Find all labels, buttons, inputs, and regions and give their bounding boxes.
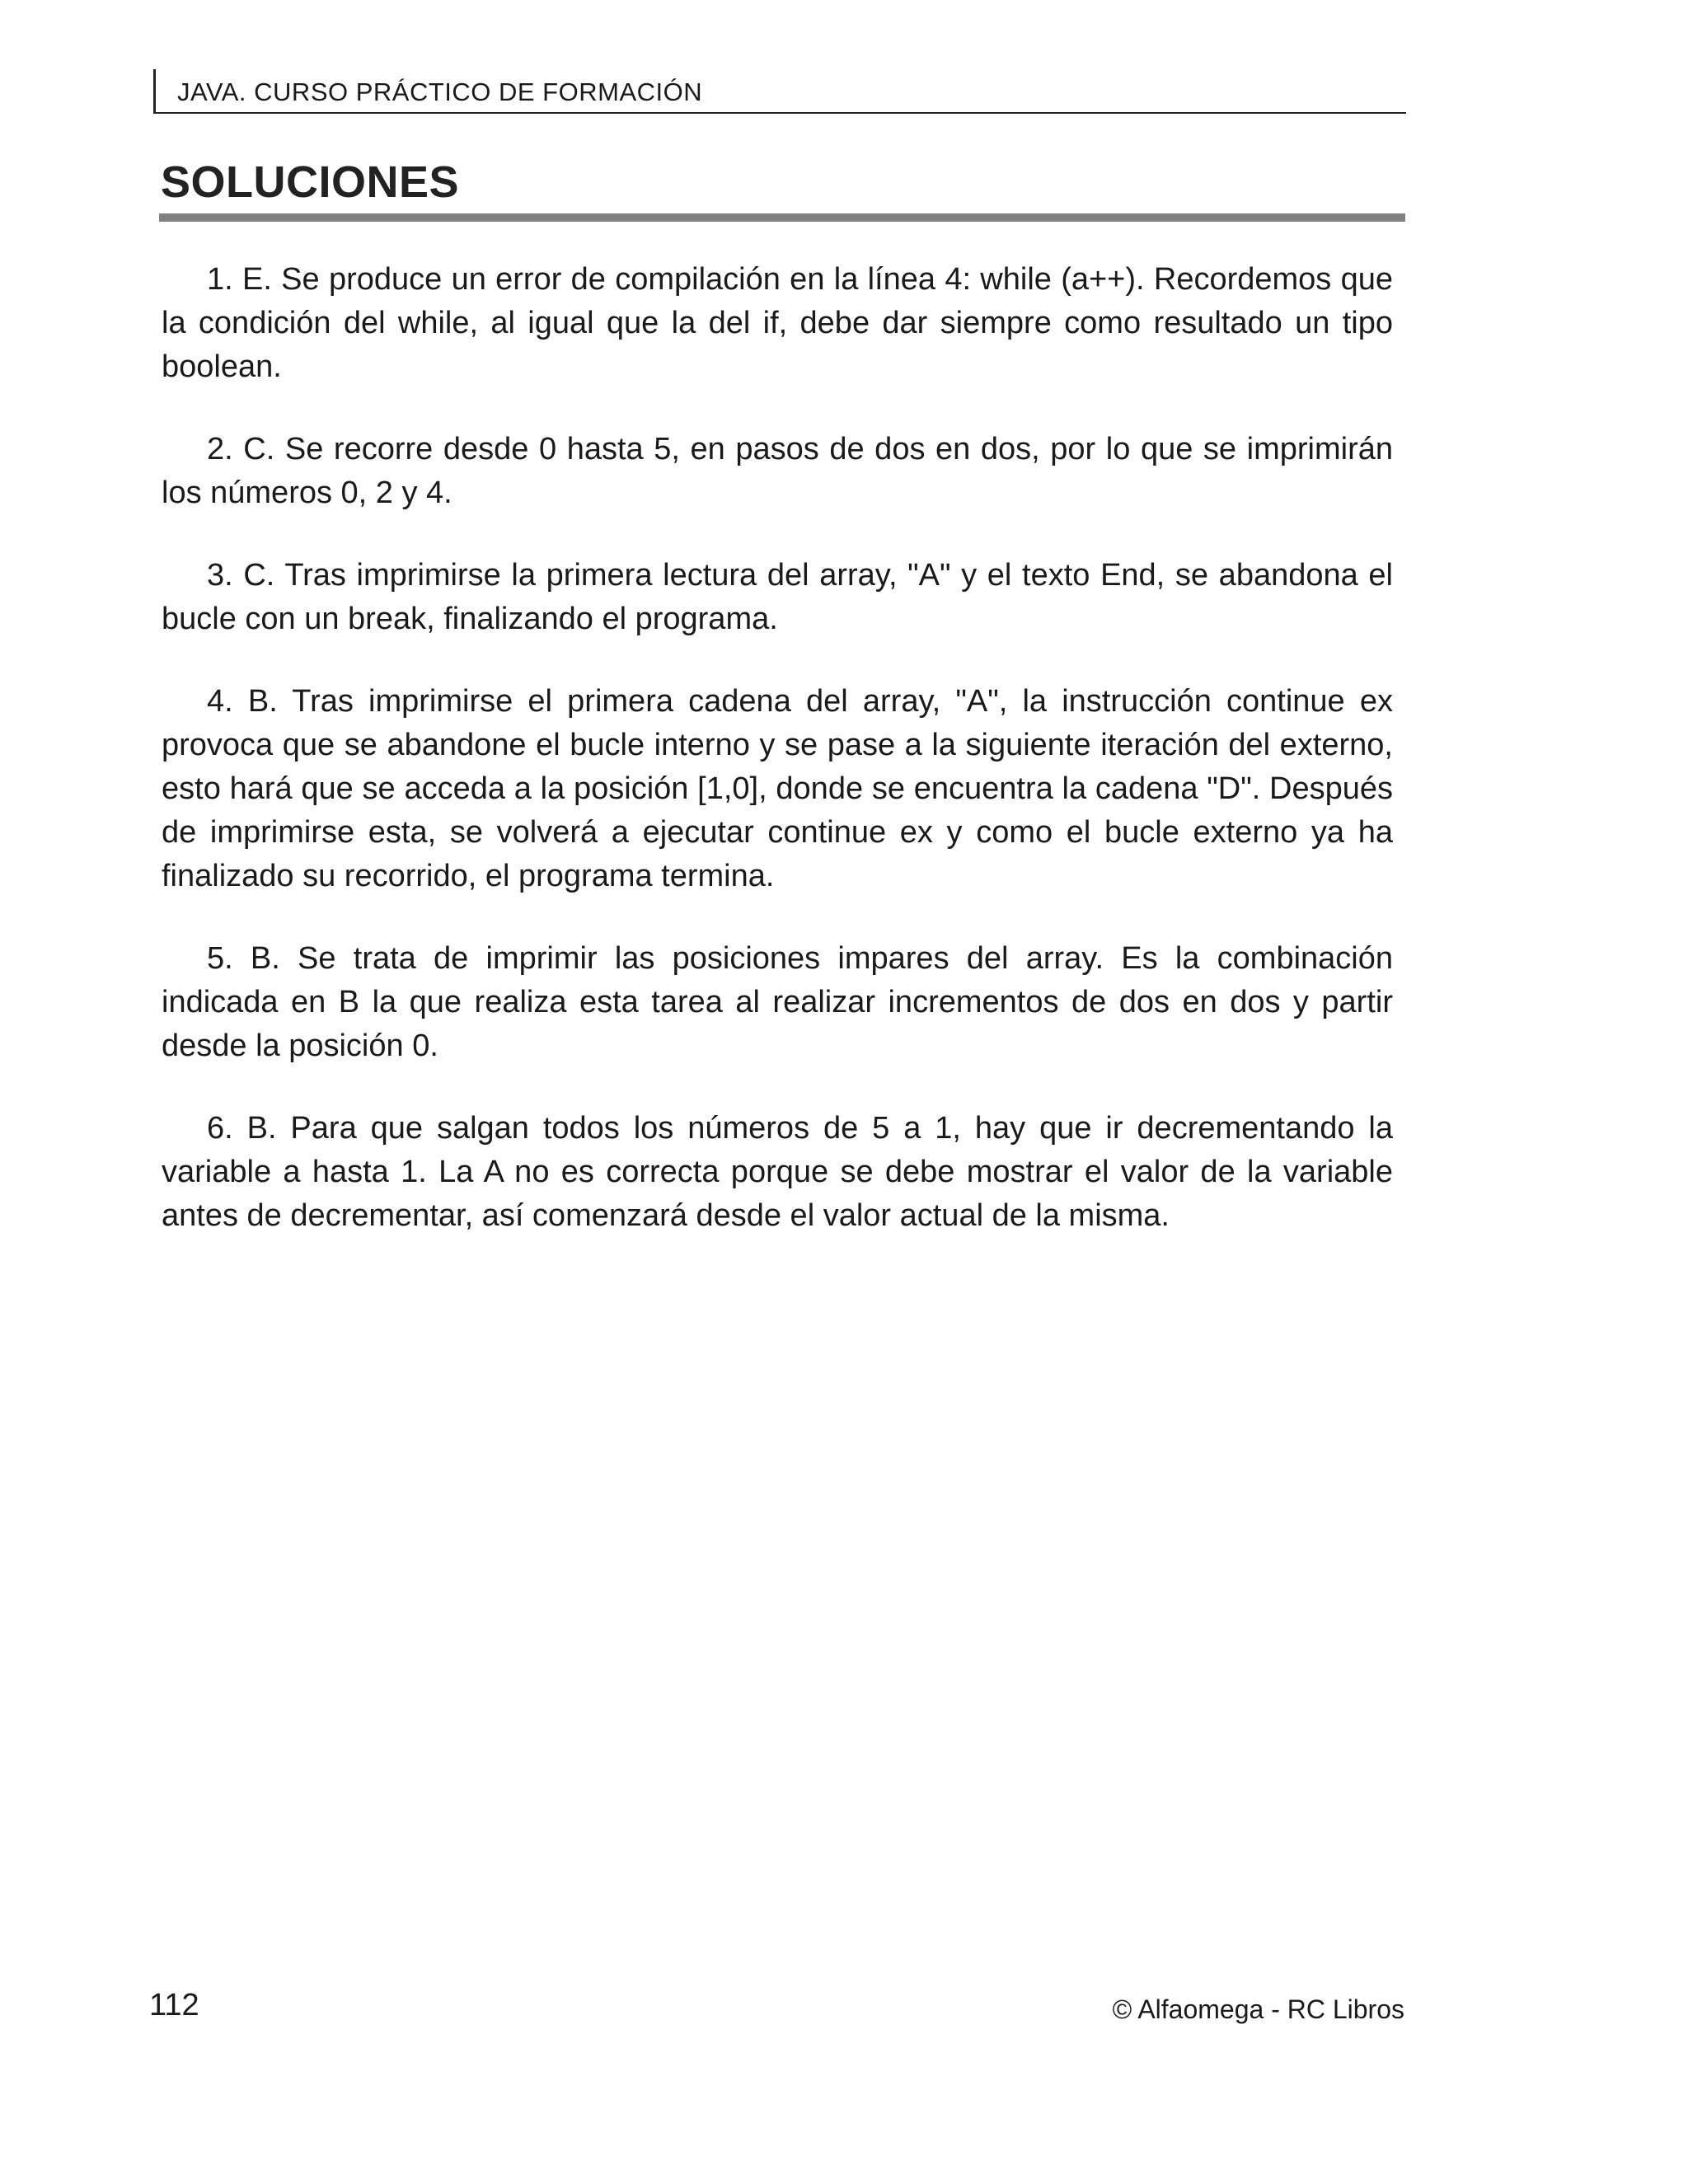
answer-item: 1. E. Se produce un error de compilación en la línea 4: while (a++). Recordemos que la condición del while, al igual que la del if, debe dar siempre como resultado un tipo boolean.: [162, 262, 1393, 384]
answers-list: [162, 258, 1393, 1277]
answer-item: 5. B. Se trata de imprimir las posiciones impares del array. Es la combinación indicada en B la que realiza esta tarea al realizar incrementos de dos en dos y partir desde la posición 0.: [162, 941, 1393, 1063]
answer-item: 2. C. Se recorre desde 0 hasta 5, en pasos de dos en dos, por lo que se imprimirán los números 0, 2 y 4.: [162, 432, 1393, 510]
answer-item: 4. B. Tras imprimirse el primera cadena del array, "A", la instrucción continue ex provoca que se abandone el bucle interno y se pase a la siguiente iteración del externo, esto hará que se acceda a la posición [1,0], donde se encuentra la cadena "D". Después de imprimirse esta, se volverá a ejecutar continue ex y como el bucle externo ya ha finalizado su recorrido, el programa termina.: [162, 684, 1393, 893]
section-title: SOLUCIONES: [161, 157, 460, 207]
publisher-credit: © Alfaomega - RC Libros: [1112, 1994, 1404, 2024]
answer-item: 6. B. Para que salgan todos los números de 5 a 1, hay que ir decrementando la variable a hasta 1. La A no es correcta porque se debe mostrar el valor de la variable antes de decrementar, así comenzará desde el valor actual de la misma.: [162, 1111, 1393, 1233]
answer-item: 3. C. Tras imprimirse la primera lectura del array, "A" y el texto End, se abandona el bucle con un break, finalizando el programa.: [162, 558, 1393, 636]
section-title-rule: [159, 213, 1405, 222]
running-header-title: JAVA. CURSO PRÁCTICO DE FORMACIÓN: [177, 77, 703, 106]
running-header: [153, 69, 1406, 114]
page-number: 112: [149, 1988, 199, 2022]
